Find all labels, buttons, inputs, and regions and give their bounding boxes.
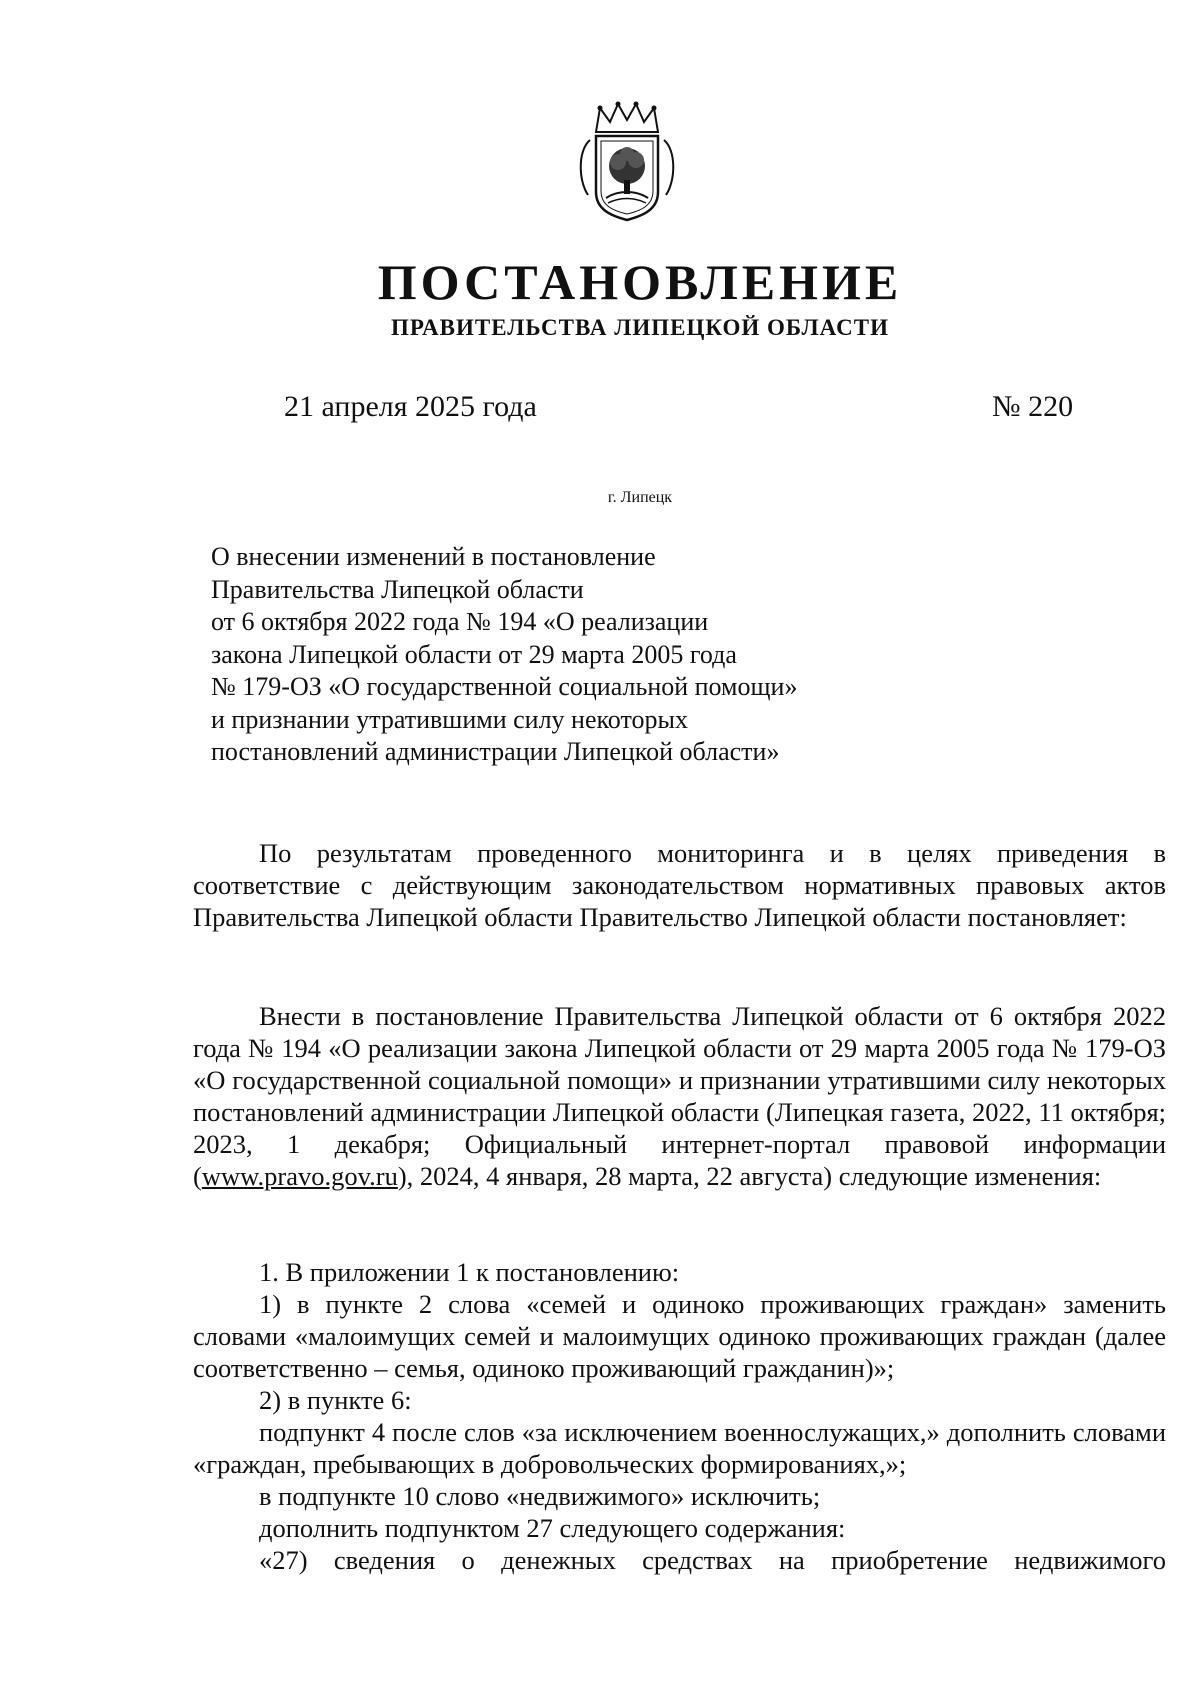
coat-of-arms-emblem bbox=[560, 100, 695, 225]
heading-line: Правительства Липецкой области bbox=[211, 574, 584, 604]
preamble bbox=[193, 837, 1166, 933]
heading-line: О внесении изменений в постановление bbox=[211, 542, 656, 571]
amendment-item: 1. В приложении 1 к постановлению: bbox=[259, 1257, 680, 1287]
issuing-authority: ПРАВИТЕЛЬСТВА ЛИПЕЦКОЙ ОБЛАСТИ bbox=[391, 315, 889, 340]
document-city: г. Липецк bbox=[607, 489, 673, 506]
document-number: № 220 bbox=[992, 390, 1074, 423]
document-type-title: ПОСТАНОВЛЕНИЕ bbox=[377, 254, 903, 310]
main-resolution-text bbox=[193, 1000, 1166, 1192]
amendment-item: 2) в пункте 6: bbox=[259, 1385, 412, 1415]
amendments-list bbox=[193, 1256, 1166, 1576]
pravo-portal-link[interactable]: www.pravo.gov.ru bbox=[201, 1161, 398, 1191]
document-heading bbox=[211, 541, 797, 769]
heading-line: закона Липецкой области от 29 марта 2005 года bbox=[211, 639, 737, 669]
heading-line: от 6 октября 2022 года № 194 «О реализации bbox=[211, 607, 709, 636]
heading-line: постановлений администрации Липецкой области» bbox=[211, 737, 780, 766]
preamble-text: По результатам проведенного мониторинга и в целях приведения в соответствие с действующим законодательством нормативных правовых актов Правительства Липецкой области Правительство Липецкой области постановляет: bbox=[193, 838, 1166, 932]
heading-line: и признании утратившими силу некоторых bbox=[211, 704, 688, 734]
main-text-end: ), 2024, 4 января, 28 марта, 22 августа) следующие изменения: bbox=[397, 1161, 1102, 1191]
heading-line: № 179-ОЗ «О государственной социальной помощи» bbox=[211, 672, 798, 701]
amendment-item: в подпункте 10 слово «недвижимого» исключить; bbox=[259, 1481, 821, 1511]
amendment-item: 1) в пункте 2 слова «семей и одиноко проживающих граждан» заменить словами «малоимущих семей и малоимущих одиноко проживающих граждан (далее соответственно – семья, одиноко проживающий гражданин)»; bbox=[193, 1289, 1166, 1383]
amendment-item: дополнить подпунктом 27 следующего содержания: bbox=[259, 1513, 846, 1543]
amendment-item: «27) сведения о денежных средствах на приобретение недвижимого bbox=[259, 1545, 1166, 1575]
main-resolution bbox=[193, 1000, 1166, 1192]
amendment-item: подпункт 4 после слов «за исключением военнослужащих,» дополнить словами «граждан, пребывающих в добровольческих формированиях,»; bbox=[193, 1417, 1166, 1479]
document-date: 21 апреля 2025 года bbox=[284, 390, 537, 423]
main-text-start: Внести в постановление Правительства Липецкой области от 6 октября 2022 года № 194 «О реализации закона Липецкой области от 29 марта 2005 года № 179-ОЗ «О государственной социальной помощи» и признании утратившими силу некоторых постановлений администрации Липецкой области (Липецкая газета, 2022, 11 октября; 2023, 1 декабря; Официальный интернет-портал правовой информации ( bbox=[193, 1001, 1166, 1191]
